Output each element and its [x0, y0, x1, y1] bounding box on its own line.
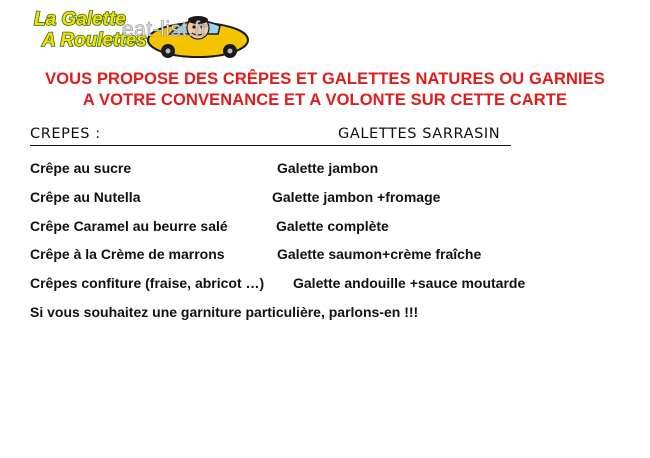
- galette-item: Galette saumon+crème fraîche: [277, 246, 482, 262]
- galette-item: Galette complète: [276, 218, 389, 234]
- crepe-item: Crêpes confiture (fraise, abricot …): [30, 275, 265, 291]
- galette-item: Galette andouille +sauce moutarde: [293, 275, 526, 291]
- watermark: eat-list.fr: [122, 18, 209, 41]
- crepes-header: CREPES :: [30, 126, 101, 142]
- galette-item: Galette jambon +fromage: [272, 189, 441, 205]
- logo-text-line1: La Galette: [34, 9, 126, 30]
- crepe-item: Crêpe au Nutella: [30, 189, 141, 205]
- crepe-item: Crêpe Caramel au beurre salé: [30, 218, 228, 234]
- galette-item: Galette jambon: [277, 160, 379, 176]
- galettes-header: GALETTES SARRASIN: [338, 126, 501, 142]
- crepe-item: Crêpe à la Crème de marrons: [30, 246, 225, 262]
- footer-note: Si vous souhaitez une garniture particulière, parlons-en !!!: [30, 304, 419, 320]
- header-underline: [30, 145, 511, 146]
- headline-line-1: VOUS PROPOSE DES CRÊPES ET GALETTES NATURES OU GARNIES: [45, 70, 605, 88]
- headline-line-2: A VOTRE CONVENANCE ET A VOLONTE SUR CETTE CARTE: [82, 91, 568, 109]
- logo-text-line2: A Roulettes: [42, 30, 147, 51]
- crepe-item: Crêpe au sucre: [30, 160, 132, 176]
